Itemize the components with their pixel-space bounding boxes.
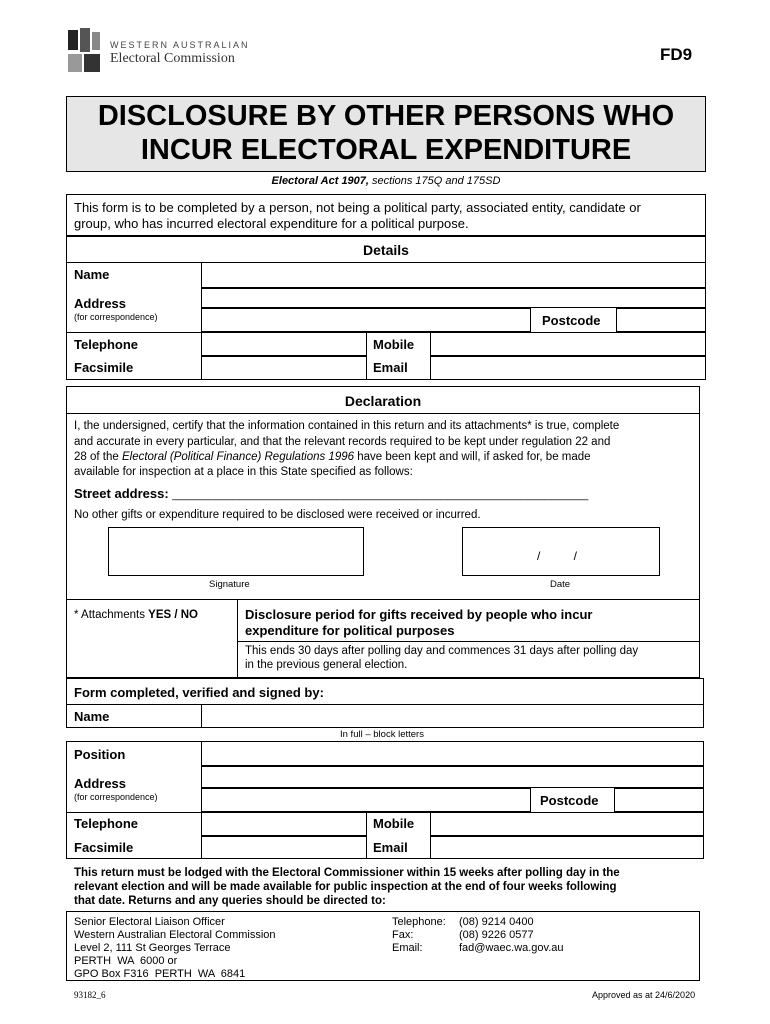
completed-mobile-field[interactable] [430,812,704,836]
mobile-label: Mobile [373,337,415,352]
approved-date: Approved as at 24/6/2020 [592,990,696,1000]
completed-address-field-line1[interactable] [201,766,704,788]
telephone-field[interactable] [201,332,367,356]
telephone-label: Telephone [74,337,139,352]
attachments-label: * Attachments [74,609,149,621]
org-name-line2: Electoral Commission [110,51,235,66]
divider [66,599,700,600]
completed-name-field[interactable] [201,704,704,728]
completed-postcode-field[interactable] [614,788,704,812]
logo [66,28,102,76]
contact-address-line4: PERTH WA 6000 or [74,955,178,967]
completed-facsimile-field[interactable] [201,836,367,859]
lodge-notice-line3: that date. Returns and any queries should be directed to: [74,895,386,907]
org-name-line1: WESTERN AUSTRALIAN [110,40,250,50]
declaration-text-line2: and accurate in every particular, and that the relevant records required to be kept under regulation 22 and [74,436,611,448]
address-label: Address [74,296,127,311]
street-address-line[interactable]: ____________________________________________________________________ [172,489,589,501]
contact-address-line5: GPO Box F316 PERTH WA 6841 [74,968,246,980]
contact-address-line1: Senior Electoral Liaison Officer [74,916,225,928]
contact-email-label: Email: [392,942,423,954]
email-field[interactable] [430,356,706,380]
completed-address-note: (for correspondence) [74,792,158,802]
completed-address-label: Address [74,776,127,791]
facsimile-field[interactable] [201,356,367,380]
attachments-row [74,609,198,621]
completed-mobile-label: Mobile [373,816,415,831]
declaration-heading: Declaration [344,393,422,409]
position-field[interactable] [201,741,704,766]
completed-facsimile-label: Facsimile [74,840,134,855]
completed-address-field-line2[interactable] [201,788,531,812]
contact-telephone-label: Telephone: [392,916,446,928]
facsimile-label: Facsimile [74,360,134,375]
address-field-line2[interactable] [201,308,531,332]
date-separators: / / [537,549,578,563]
form-code: FD9 [660,45,693,64]
postcode-field[interactable] [616,308,706,332]
intro-line1: This form is to be completed by a person, not being a political party, associated entity, candidate or [74,200,641,215]
divider [66,413,700,414]
divider [237,599,238,678]
completed-name-label: Name [74,709,110,724]
intro-line2: group, who has incurred electoral expenditure for a political purpose. [74,216,469,231]
form-reference-code: 93182_6 [74,990,106,1000]
declaration-text-line3 [74,451,591,463]
contact-fax-value: (08) 9226 0577 [459,929,534,941]
declaration-text-line1: I, the undersigned, certify that the information contained in this return and its attachments* is true, complete [74,420,620,432]
name-field[interactable] [201,262,706,288]
name-field-note: In full – block letters [340,729,424,740]
lodge-notice-line2: relevant election and will be made available for public inspection at the end of four weeks following [74,881,617,893]
contact-telephone-value: (08) 9214 0400 [459,916,534,928]
lodge-notice-line1: This return must be lodged with the Electoral Commissioner within 15 weeks after polling day in the [74,867,620,879]
act-name: Electoral Act 1907, [271,175,369,187]
date-caption: Date [550,579,571,590]
street-address-row [74,486,588,501]
completed-heading: Form completed, verified and signed by: [74,685,324,700]
disclosure-period-heading-line2: expenditure for political purposes [245,623,455,638]
contact-address-line3: Level 2, 111 St Georges Terrace [74,942,231,954]
completed-email-label: Email [373,840,408,855]
signature-caption: Signature [209,579,250,590]
regulation-name: Electoral (Political Finance) Regulations 1996 [121,451,355,463]
no-other-gifts-text: No other gifts or expenditure required to be disclosed were received or incurred. [74,509,481,521]
disclosure-period-text-line2: in the previous general election. [245,659,408,671]
declaration-text-part: 28 of the [74,451,122,463]
details-heading: Details [363,242,409,258]
page-title-line1: DISCLOSURE BY OTHER PERSONS WHO [97,100,675,132]
signature-box[interactable] [108,527,364,576]
completed-telephone-label: Telephone [74,816,139,831]
act-sections: sections 175Q and 175SD [368,175,501,187]
contact-address-line2: Western Australian Electoral Commission [74,929,276,941]
name-label: Name [74,267,110,282]
declaration-text-part: have been kept and will, if asked for, be made [354,451,591,463]
waec-logo-icon [66,28,102,76]
act-reference [66,175,706,187]
mobile-field[interactable] [430,332,706,356]
declaration-text-line4: available for inspection at a place in this State specified as follows: [74,466,413,478]
position-label: Position [74,747,126,762]
attachments-yes-no[interactable]: YES / NO [148,609,199,621]
address-note: (for correspondence) [74,312,158,322]
completed-email-field[interactable] [430,836,704,859]
postcode-label: Postcode [542,313,601,328]
disclosure-period-heading-line1: Disclosure period for gifts received by people who incur [245,607,593,622]
completed-telephone-field[interactable] [201,812,367,836]
contact-email-link[interactable]: fad@waec.wa.gov.au [459,942,564,954]
disclosure-period-text-line1: This ends 30 days after polling day and commences 31 days after polling day [245,645,639,657]
address-field-line1[interactable] [201,288,706,308]
contact-fax-label: Fax: [392,929,414,941]
divider [237,641,700,642]
completed-postcode-label: Postcode [540,793,599,808]
street-address-label: Street address: [74,486,173,501]
page-title-line2: INCUR ELECTORAL EXPENDITURE [140,134,632,166]
email-label: Email [373,360,408,375]
